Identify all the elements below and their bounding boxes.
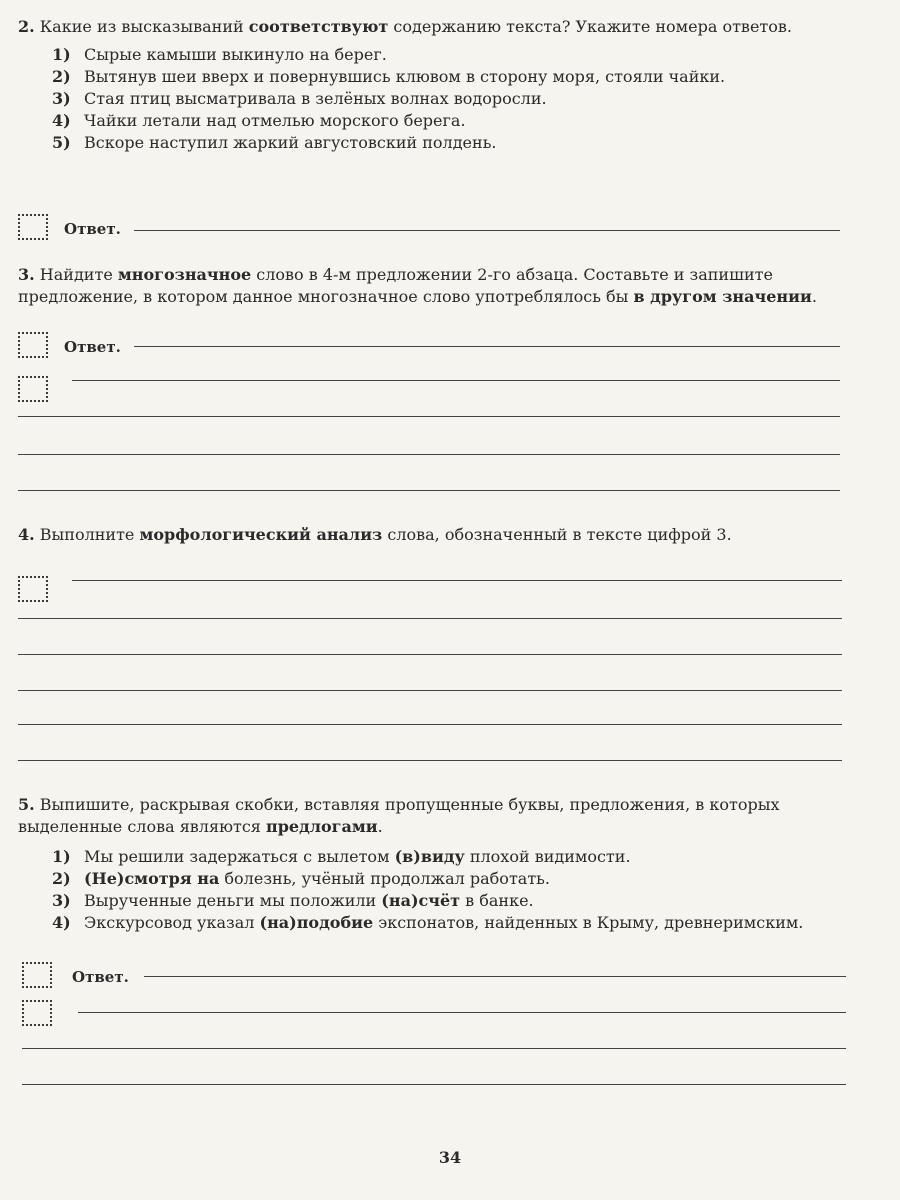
task-5-options [18,846,846,934]
task-3-answer-row-2 [18,376,842,410]
task-3-number: 3. [18,265,35,284]
option-text: Сырые камыши выкинуло на берег. [84,45,387,64]
option-text-pre: Вырученные деньги мы положили [84,891,382,910]
option-text-bold: (Не)смотря на [84,869,220,888]
task-3-text-bold-2: в другом значении [633,287,812,306]
task-5-answer-label: Ответ. [72,968,129,986]
task-3-answer-line-4[interactable] [18,454,840,455]
option-text-post: экспонатов, найденных в Крыму, древнеримским. [373,913,804,932]
task-5 [18,794,846,934]
option-text: Стая птиц высматривала в зелёных волнах водоросли. [84,89,547,108]
option-text-bold: (в)виду [394,847,465,866]
task-5-answer-line-4[interactable] [22,1084,846,1085]
task-5-option-2 [52,868,846,890]
task-5-option-4 [52,912,846,934]
task-2-answer-row [18,214,842,248]
option-number: 1) [52,847,71,866]
page-number: 34 [438,1148,462,1167]
task-4 [18,524,842,546]
task-5-number: 5. [18,795,35,814]
task-2-option-1 [52,44,842,66]
option-number: 4) [52,913,71,932]
task-2-option-4 [52,110,842,132]
task-3-answer-checkbox-1[interactable] [18,332,48,358]
option-number: 4) [52,111,71,130]
task-5-answer-line-2[interactable] [78,1012,846,1013]
option-text: Чайки летали над отмелью морского берега. [84,111,466,130]
task-3-text-mid: слово в 4-м предложении 2-го абзаца. Составьте и запишите предложение, в котором данное многозначное слово употреблялось бы [18,265,773,306]
task-3 [18,264,842,308]
task-4-number: 4. [18,525,35,544]
option-text-post: болезнь, учёный продолжал работать. [219,869,550,888]
option-number: 2) [52,67,71,86]
task-4-answer-row [18,576,842,610]
task-2 [18,16,842,154]
option-number: 5) [52,133,71,152]
task-4-question [18,524,842,546]
task-5-answer-row-2 [22,1000,846,1034]
task-5-question [18,794,846,838]
task-5-option-3 [52,890,846,912]
task-2-number: 2. [18,17,35,36]
task-3-answer-row [18,332,842,366]
option-number: 1) [52,45,71,64]
task-4-answer-line-5[interactable] [18,724,842,725]
task-2-text-post: содержанию текста? Укажите номера ответов. [388,17,792,36]
task-2-option-2 [52,66,842,88]
task-5-text-bold: предлогами [265,817,378,836]
task-2-answer-label: Ответ. [64,220,121,238]
task-4-answer-line-2[interactable] [18,618,842,619]
option-text-post: плохой видимости. [464,847,631,866]
task-4-answer-line-3[interactable] [18,654,842,655]
task-3-answer-checkbox-2[interactable] [18,376,48,402]
option-number: 3) [52,89,71,108]
task-5-option-1 [52,846,846,868]
task-4-answer-checkbox[interactable] [18,576,48,602]
option-text-post: в банке. [460,891,534,910]
task-3-answer-line-1[interactable] [134,346,840,347]
task-2-answer-line[interactable] [134,230,840,231]
task-4-text-pre: Выполните [39,525,140,544]
task-3-text-post: . [811,287,817,306]
task-2-text-pre: Какие из высказываний [39,17,249,36]
task-5-answer-checkbox-2[interactable] [22,1000,52,1026]
task-3-text-bold-1: многозначное [117,265,252,284]
task-3-question [18,264,842,308]
task-4-text-bold: морфологический анализ [139,525,383,544]
task-5-text-pre: Выпишите, раскрывая скобки, вставляя пропущенные буквы, предложения, в которых выделенные слова являются [18,795,780,836]
option-text-pre: Экскурсовод указал [84,913,260,932]
task-4-text-post: слова, обозначенный в тексте цифрой 3. [382,525,732,544]
task-3-answer-label: Ответ. [64,338,121,356]
task-2-options [18,44,842,154]
option-text: Вскоре наступил жаркий августовский полдень. [84,133,497,152]
task-4-answer-line-1[interactable] [72,580,842,581]
option-text: Вытянув шеи вверх и повернувшись клювом в сторону моря, стояли чайки. [84,67,726,86]
option-text-bold: (на)счёт [381,891,461,910]
option-number: 3) [52,891,71,910]
task-3-answer-line-5[interactable] [18,490,840,491]
task-2-option-3 [52,88,842,110]
option-text-bold: (на)подобие [259,913,374,932]
task-5-answer-line-1[interactable] [144,976,846,977]
task-3-text-pre: Найдите [39,265,118,284]
task-4-answer-line-6[interactable] [18,760,842,761]
task-5-text-post: . [377,817,383,836]
task-5-answer-row [22,962,846,996]
option-text-pre: Мы решили задержаться с вылетом [84,847,395,866]
task-4-answer-line-4[interactable] [18,690,842,691]
task-3-answer-line-3[interactable] [18,416,840,417]
task-2-answer-checkbox[interactable] [18,214,48,240]
task-2-option-5 [52,132,842,154]
task-2-text-bold: соответствуют [248,17,389,36]
task-2-question [18,16,842,38]
task-3-answer-line-2[interactable] [72,380,840,381]
task-5-answer-line-3[interactable] [22,1048,846,1049]
option-number: 2) [52,869,71,888]
task-5-answer-checkbox-1[interactable] [22,962,52,988]
